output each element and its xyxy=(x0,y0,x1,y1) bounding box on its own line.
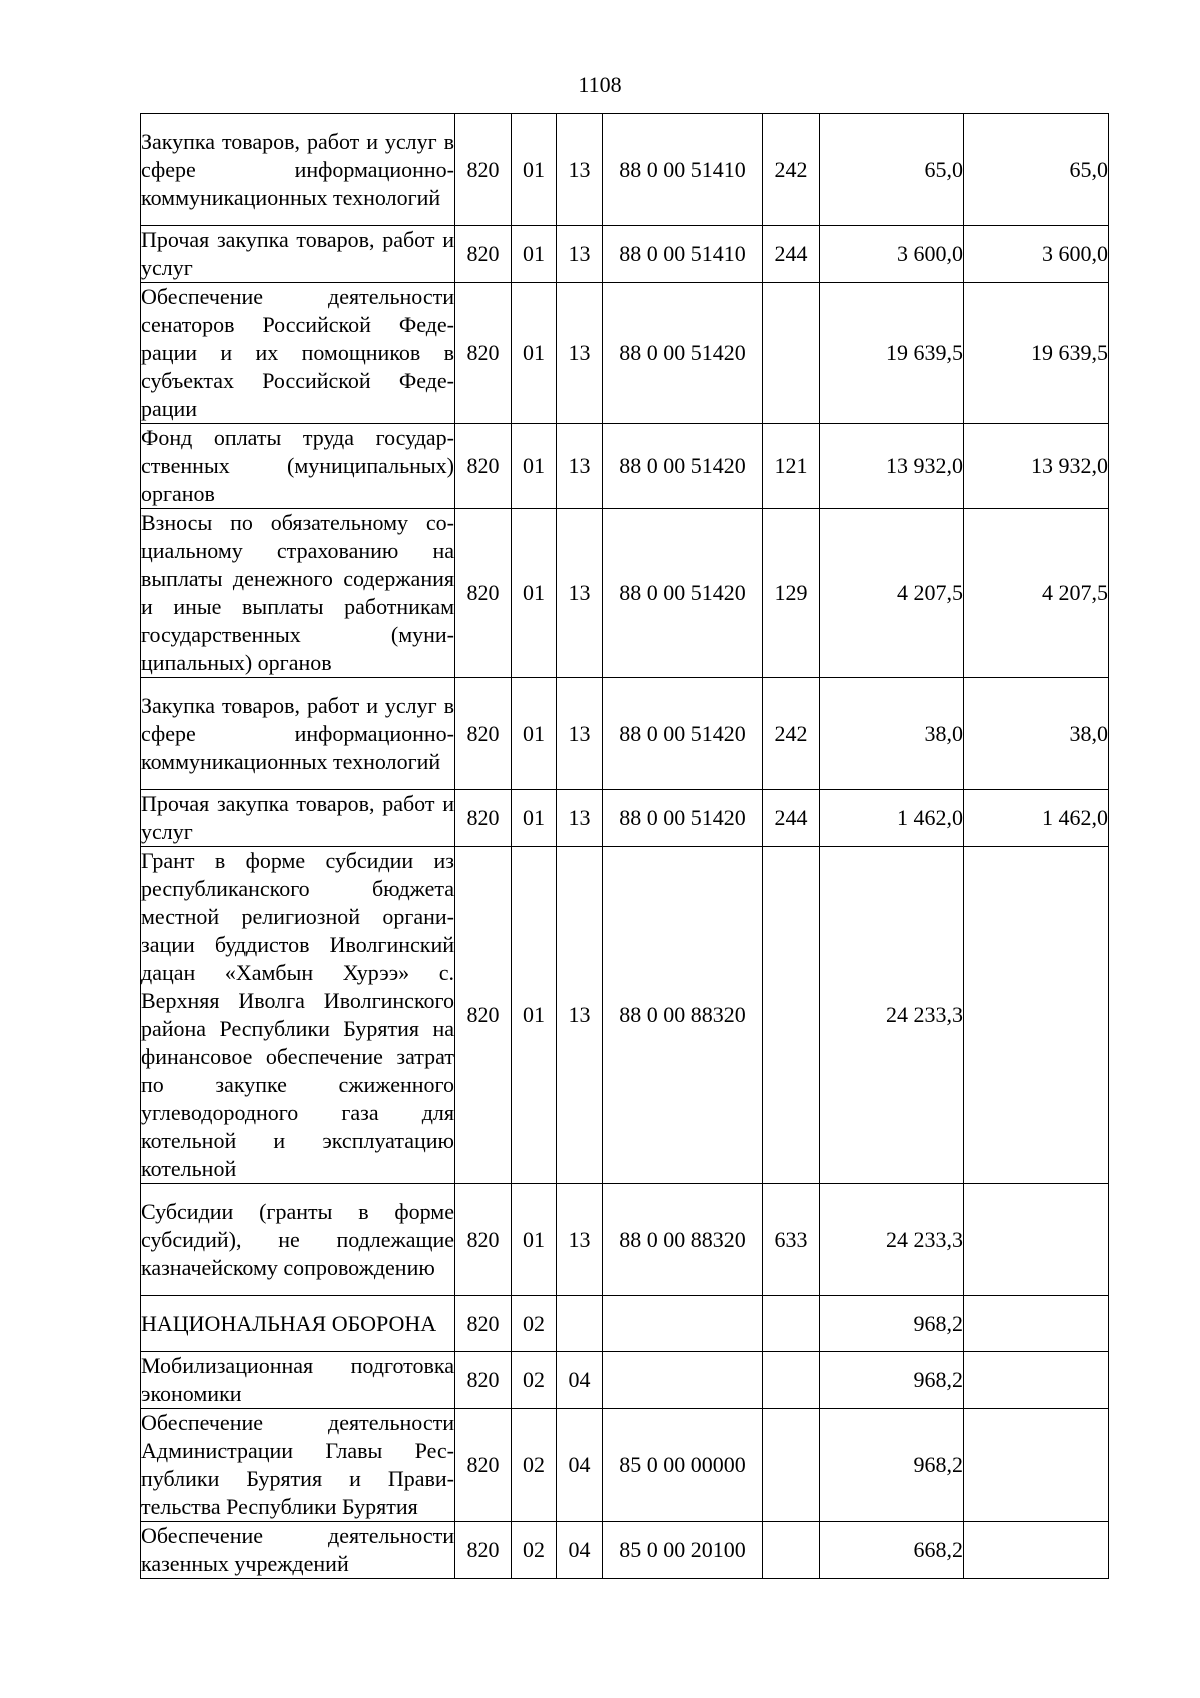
expense-type-cell xyxy=(763,283,820,424)
amount-first-cell: 38,0 xyxy=(820,678,964,790)
amount-second-cell: 3 600,0 xyxy=(964,226,1109,283)
amount-second-cell xyxy=(964,1296,1109,1352)
section-code-cell: 02 xyxy=(512,1522,557,1579)
section-code-cell: 01 xyxy=(512,114,557,226)
amount-first-cell: 668,2 xyxy=(820,1522,964,1579)
table-row xyxy=(141,1352,1109,1409)
amount-first-cell: 19 639,5 xyxy=(820,283,964,424)
section-code-cell: 01 xyxy=(512,424,557,509)
row-name-cell: Закупка товаров, работ и услуг в сфере информационно-коммуникационных технологий xyxy=(141,114,455,226)
expense-type-cell: 121 xyxy=(763,424,820,509)
target-article-cell: 88 0 00 51420 xyxy=(603,283,763,424)
row-name-cell: Прочая закупка товаров, работ и услуг xyxy=(141,226,455,283)
admin-code-cell: 820 xyxy=(455,424,512,509)
table-row xyxy=(141,424,1109,509)
target-article-cell: 85 0 00 20100 xyxy=(603,1522,763,1579)
table-row xyxy=(141,790,1109,847)
subsection-code-cell: 13 xyxy=(557,424,603,509)
amount-second-cell xyxy=(964,1184,1109,1296)
admin-code-cell: 820 xyxy=(455,1184,512,1296)
subsection-code-cell: 13 xyxy=(557,847,603,1184)
subsection-code-cell: 13 xyxy=(557,790,603,847)
amount-second-cell xyxy=(964,1352,1109,1409)
row-name-cell: Взносы по обязательному социальному страхованию на выплаты денежного содержания и иные выплаты работникам государственных (муниципальных) органов xyxy=(141,509,455,678)
budget-table xyxy=(140,113,1109,1579)
amount-first-cell: 968,2 xyxy=(820,1352,964,1409)
section-code-cell: 01 xyxy=(512,226,557,283)
section-code-cell: 01 xyxy=(512,509,557,678)
amount-second-cell xyxy=(964,1409,1109,1522)
section-code-cell: 01 xyxy=(512,678,557,790)
table-row xyxy=(141,1409,1109,1522)
admin-code-cell: 820 xyxy=(455,114,512,226)
expense-type-cell xyxy=(763,1296,820,1352)
amount-first-cell: 3 600,0 xyxy=(820,226,964,283)
target-article-cell: 85 0 00 00000 xyxy=(603,1409,763,1522)
expense-type-cell xyxy=(763,1409,820,1522)
table-row xyxy=(141,1296,1109,1352)
amount-second-cell: 19 639,5 xyxy=(964,283,1109,424)
target-article-cell: 88 0 00 51420 xyxy=(603,678,763,790)
amount-first-cell: 968,2 xyxy=(820,1409,964,1522)
amount-second-cell: 65,0 xyxy=(964,114,1109,226)
expense-type-cell xyxy=(763,1352,820,1409)
amount-first-cell: 1 462,0 xyxy=(820,790,964,847)
expense-type-cell: 242 xyxy=(763,114,820,226)
row-name-cell: Обеспечение деятельности сенаторов Российской Федерации и их помощников в субъектах Российской Федерации xyxy=(141,283,455,424)
target-article-cell xyxy=(603,1352,763,1409)
expense-type-cell xyxy=(763,847,820,1184)
admin-code-cell: 820 xyxy=(455,790,512,847)
row-name-cell: Закупка товаров, работ и услуг в сфере информационно-коммуникационных технологий xyxy=(141,678,455,790)
amount-second-cell xyxy=(964,1522,1109,1579)
target-article-cell: 88 0 00 51420 xyxy=(603,424,763,509)
table-row xyxy=(141,114,1109,226)
admin-code-cell: 820 xyxy=(455,847,512,1184)
subsection-code-cell: 13 xyxy=(557,1184,603,1296)
subsection-code-cell: 13 xyxy=(557,509,603,678)
table-row xyxy=(141,283,1109,424)
target-article-cell: 88 0 00 51420 xyxy=(603,790,763,847)
table-row xyxy=(141,226,1109,283)
expense-type-cell: 633 xyxy=(763,1184,820,1296)
subsection-code-cell: 13 xyxy=(557,114,603,226)
target-article-cell: 88 0 00 88320 xyxy=(603,847,763,1184)
amount-first-cell: 24 233,3 xyxy=(820,1184,964,1296)
row-name-cell: Обеспечение деятельности казенных учреждений xyxy=(141,1522,455,1579)
admin-code-cell: 820 xyxy=(455,226,512,283)
subsection-code-cell: 13 xyxy=(557,678,603,790)
section-code-cell: 02 xyxy=(512,1296,557,1352)
row-name-cell: Мобилизационная подготовка экономики xyxy=(141,1352,455,1409)
amount-first-cell: 968,2 xyxy=(820,1296,964,1352)
expense-type-cell: 129 xyxy=(763,509,820,678)
page-number: 1108 xyxy=(578,72,622,97)
section-code-cell: 01 xyxy=(512,790,557,847)
amount-first-cell: 4 207,5 xyxy=(820,509,964,678)
subsection-code-cell: 04 xyxy=(557,1409,603,1522)
table-row xyxy=(141,678,1109,790)
section-code-cell: 02 xyxy=(512,1352,557,1409)
subsection-code-cell: 13 xyxy=(557,226,603,283)
target-article-cell: 88 0 00 51410 xyxy=(603,114,763,226)
table-row xyxy=(141,847,1109,1184)
amount-first-cell: 13 932,0 xyxy=(820,424,964,509)
section-code-cell: 01 xyxy=(512,847,557,1184)
amount-first-cell: 65,0 xyxy=(820,114,964,226)
amount-second-cell: 1 462,0 xyxy=(964,790,1109,847)
admin-code-cell: 820 xyxy=(455,509,512,678)
expense-type-cell xyxy=(763,1522,820,1579)
table-body xyxy=(141,114,1109,1579)
amount-second-cell: 13 932,0 xyxy=(964,424,1109,509)
row-name-cell: Грант в форме субсидии из республиканского бюджета местной религиозной организации буддистов Иволгинский дацан «Хамбын Хурээ» с. Верхняя Иволга Иволгинского района Республики Бурятия на финансовое обеспечение затрат по закупке сжиженного углеводородного газа для котельной и эксплуатацию котельной xyxy=(141,847,455,1184)
expense-type-cell: 242 xyxy=(763,678,820,790)
expense-type-cell: 244 xyxy=(763,790,820,847)
subsection-code-cell: 04 xyxy=(557,1352,603,1409)
amount-first-cell: 24 233,3 xyxy=(820,847,964,1184)
expense-type-cell: 244 xyxy=(763,226,820,283)
row-name-cell: Субсидии (гранты в форме субсидий), не подлежащие казначейскому сопровождению xyxy=(141,1184,455,1296)
admin-code-cell: 820 xyxy=(455,1352,512,1409)
subsection-code-cell: 13 xyxy=(557,283,603,424)
amount-second-cell: 38,0 xyxy=(964,678,1109,790)
admin-code-cell: 820 xyxy=(455,283,512,424)
row-name-cell: Фонд оплаты труда государственных (муниципальных) органов xyxy=(141,424,455,509)
target-article-cell xyxy=(603,1296,763,1352)
amount-second-cell: 4 207,5 xyxy=(964,509,1109,678)
section-code-cell: 01 xyxy=(512,283,557,424)
target-article-cell: 88 0 00 88320 xyxy=(603,1184,763,1296)
subsection-code-cell: 04 xyxy=(557,1522,603,1579)
amount-second-cell xyxy=(964,847,1109,1184)
admin-code-cell: 820 xyxy=(455,1296,512,1352)
row-name-cell: Прочая закупка товаров, работ и услуг xyxy=(141,790,455,847)
admin-code-cell: 820 xyxy=(455,1522,512,1579)
admin-code-cell: 820 xyxy=(455,678,512,790)
subsection-code-cell xyxy=(557,1296,603,1352)
target-article-cell: 88 0 00 51410 xyxy=(603,226,763,283)
table-row xyxy=(141,509,1109,678)
target-article-cell: 88 0 00 51420 xyxy=(603,509,763,678)
section-code-cell: 01 xyxy=(512,1184,557,1296)
table-row xyxy=(141,1184,1109,1296)
table-row xyxy=(141,1522,1109,1579)
row-name-cell: Обеспечение деятельности Администрации Главы Республики Бурятия и Правительства Республики Бурятия xyxy=(141,1409,455,1522)
admin-code-cell: 820 xyxy=(455,1409,512,1522)
section-code-cell: 02 xyxy=(512,1409,557,1522)
row-name-cell: НАЦИОНАЛЬНАЯ ОБОРОНА xyxy=(141,1296,455,1352)
